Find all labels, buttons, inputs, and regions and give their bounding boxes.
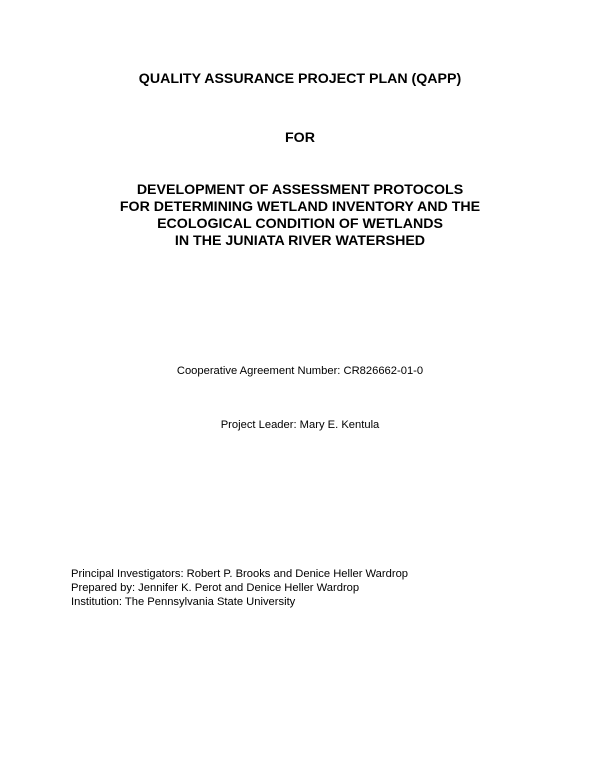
subject-line: DEVELOPMENT OF ASSESSMENT PROTOCOLS — [136, 182, 464, 198]
subject-line: IN THE JUNIATA RIVER WATERSHED — [174, 233, 426, 249]
cooperative-agreement-number: Cooperative Agreement Number: CR826662-01-0 — [176, 365, 424, 377]
for-label: FOR — [285, 130, 315, 146]
subject-line: ECOLOGICAL CONDITION OF WETLANDS — [157, 216, 443, 232]
document-title: QUALITY ASSURANCE PROJECT PLAN (QAPP) — [138, 71, 462, 87]
principal-investigators: Principal Investigators: Robert P. Brooks and Denice Heller Wardrop — [71, 568, 409, 580]
project-leader: Project Leader: Mary E. Kentula — [220, 419, 380, 431]
project-subject — [0, 182, 600, 250]
institution: Institution: The Pennsylvania State University — [71, 596, 296, 608]
credits-block — [71, 567, 571, 609]
subject-line: FOR DETERMINING WETLAND INVENTORY AND THE — [119, 199, 481, 215]
prepared-by: Prepared by: Jennifer K. Perot and Denice Heller Wardrop — [71, 582, 360, 594]
